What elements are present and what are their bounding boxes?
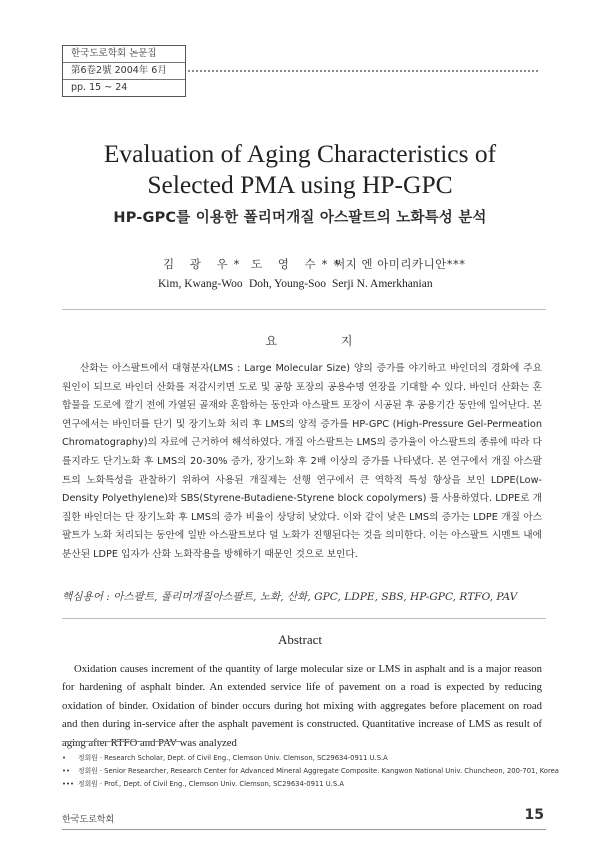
footnote-2 (62, 765, 559, 775)
section-rule-top (62, 309, 546, 310)
author-3-korean: 써지 엔 아미리카니안*** (334, 257, 466, 271)
author-3-english: Serji N. Amerkhanian (332, 278, 433, 290)
footnote-3-text: 정회원 · Prof., Dept. of Civil Eng., Clemson Univ. Clemson, SC29634-0911 U.S.A (78, 780, 344, 788)
author-2-english: Doh, Young-Soo (249, 278, 327, 290)
journal-issue: 第6卷2號 2004年 6月 (63, 63, 185, 80)
footer-society-name: 한국도로학회 (62, 815, 115, 825)
korean-abstract-body: 산화는 아스팔트에서 대형분자(LMS : Large Molecular Size) 양의 증가를 야기하고 바인더의 경화에 주요 원인이 되므로 바인더 산화를 저감시키면 도로 및 공항 포장의 공용수명 연장을 기대할 수 있다. 바인더 산화는 혼합물을 도로에 깔기 전에 가열된 골재와 혼합하는 동안과 아스팔트 포장이 시공된 후 공용기간 동안에 일어난다. 본 연구에서는 바인더를 단기 및 장기노화 처리 후 LMS의 양적 증가를 HP-GPC (High-Pressure Gel-Permeation Chromatography)의 자료에 근거하여 해석하였다. 개질 아스팔트는 LMS의 증가율이 아스팔트의 종류에 따라 다를지라도 단기노화 후 LMS의 20-30% 증가, 장기노화 후 2배 이상의 증가를 나타냈다. 본 연구에서 개질 아스팔트의 노화특성을 관찰하기 위하여 사용된 개질제는 선행 연구에서 큰 역학적 특성 향상을 보인 LDPE(Low-Density Polyethylene)와 SBS(Styrene-Butadiene-Styrene block copolymers) 를 사용하였다. LDPE로 개질한 바인더는 단 장기노화 후 LMS의 증가 비율이 상당히 낮았다. 이와 같이 낮은 LMS의 증가는 LDPE 개질 아스팔트가 노화 처리되는 동안에 일반 아스팔트보다 덜 노화가 진행된다는 것을 의미한다. 이는 아스팔트 시멘트 내에 분산된 LDPE 입자가 산화 노화작용을 방해하기 때문인 것으로 보인다. (62, 363, 542, 560)
paper-title (40, 138, 560, 200)
footnote-1 (62, 752, 388, 762)
header-dotted-rule (188, 70, 538, 72)
footnote-2-text: 정회원 · Senior Researcher, Research Center for Advanced Mineral Aggregate Composite. Kangwon National Univ. Chuncheon, 200-701, Korea (78, 767, 559, 775)
footnote-rule (62, 741, 182, 742)
journal-info-box (62, 45, 186, 97)
paper-title-line-2: Selected PMA using HP-GPC (147, 170, 453, 199)
footer-rule (62, 829, 546, 830)
section-rule-middle (62, 618, 546, 619)
author-1-korean: 김 광 우* (163, 257, 246, 271)
abstract-heading: Abstract (277, 632, 323, 647)
page-number: 15 (524, 807, 544, 823)
journal-pages: pp. 15 ~ 24 (71, 82, 128, 93)
footnote-1-text: 정회원 · Research Scholar, Dept. of Civil Eng., Clemson Univ. Clemson, SC29634-0911 U.S.A (78, 754, 388, 762)
korean-abstract-heading: 요 지 (265, 334, 383, 348)
footnote-1-mark: • (62, 754, 67, 762)
footnote-2-mark: •• (62, 767, 71, 775)
paper-title-line-1: Evaluation of Aging Characteristics of (103, 139, 497, 168)
author-2-korean: 도 영 수** (251, 257, 346, 271)
keywords: 핵심용어 : 아스팔트, 폴리머개질아스팔트, 노화, 산화, GPC, LDPE, SBS, HP-GPC, RTFO, PAV (62, 591, 518, 603)
footnote-3 (62, 778, 344, 788)
journal-name: 한국도로학회 논문집 (63, 46, 185, 63)
paper-subtitle-korean: HP-GPC를 이용한 폴리머개질 아스팔트의 노화특성 분석 (113, 210, 487, 226)
author-1-english: Kim, Kwang-Woo (158, 278, 243, 290)
footnote-3-mark: ••• (62, 780, 75, 788)
english-abstract-body: Oxidation causes increment of the quantity of large molecular size or LMS in asphalt and is a major reason for hardening of asphalt binder. An extended service life of pavement on a road is expected by reducing oxidation of binder. Oxidation of binder occurs during hot mixing with aggregates before placement on road and then during in-service after the asphalt pavement is constructed. Quantitative increase of LMS as result of aging after RTFO and PAV was analyzed (62, 663, 542, 749)
